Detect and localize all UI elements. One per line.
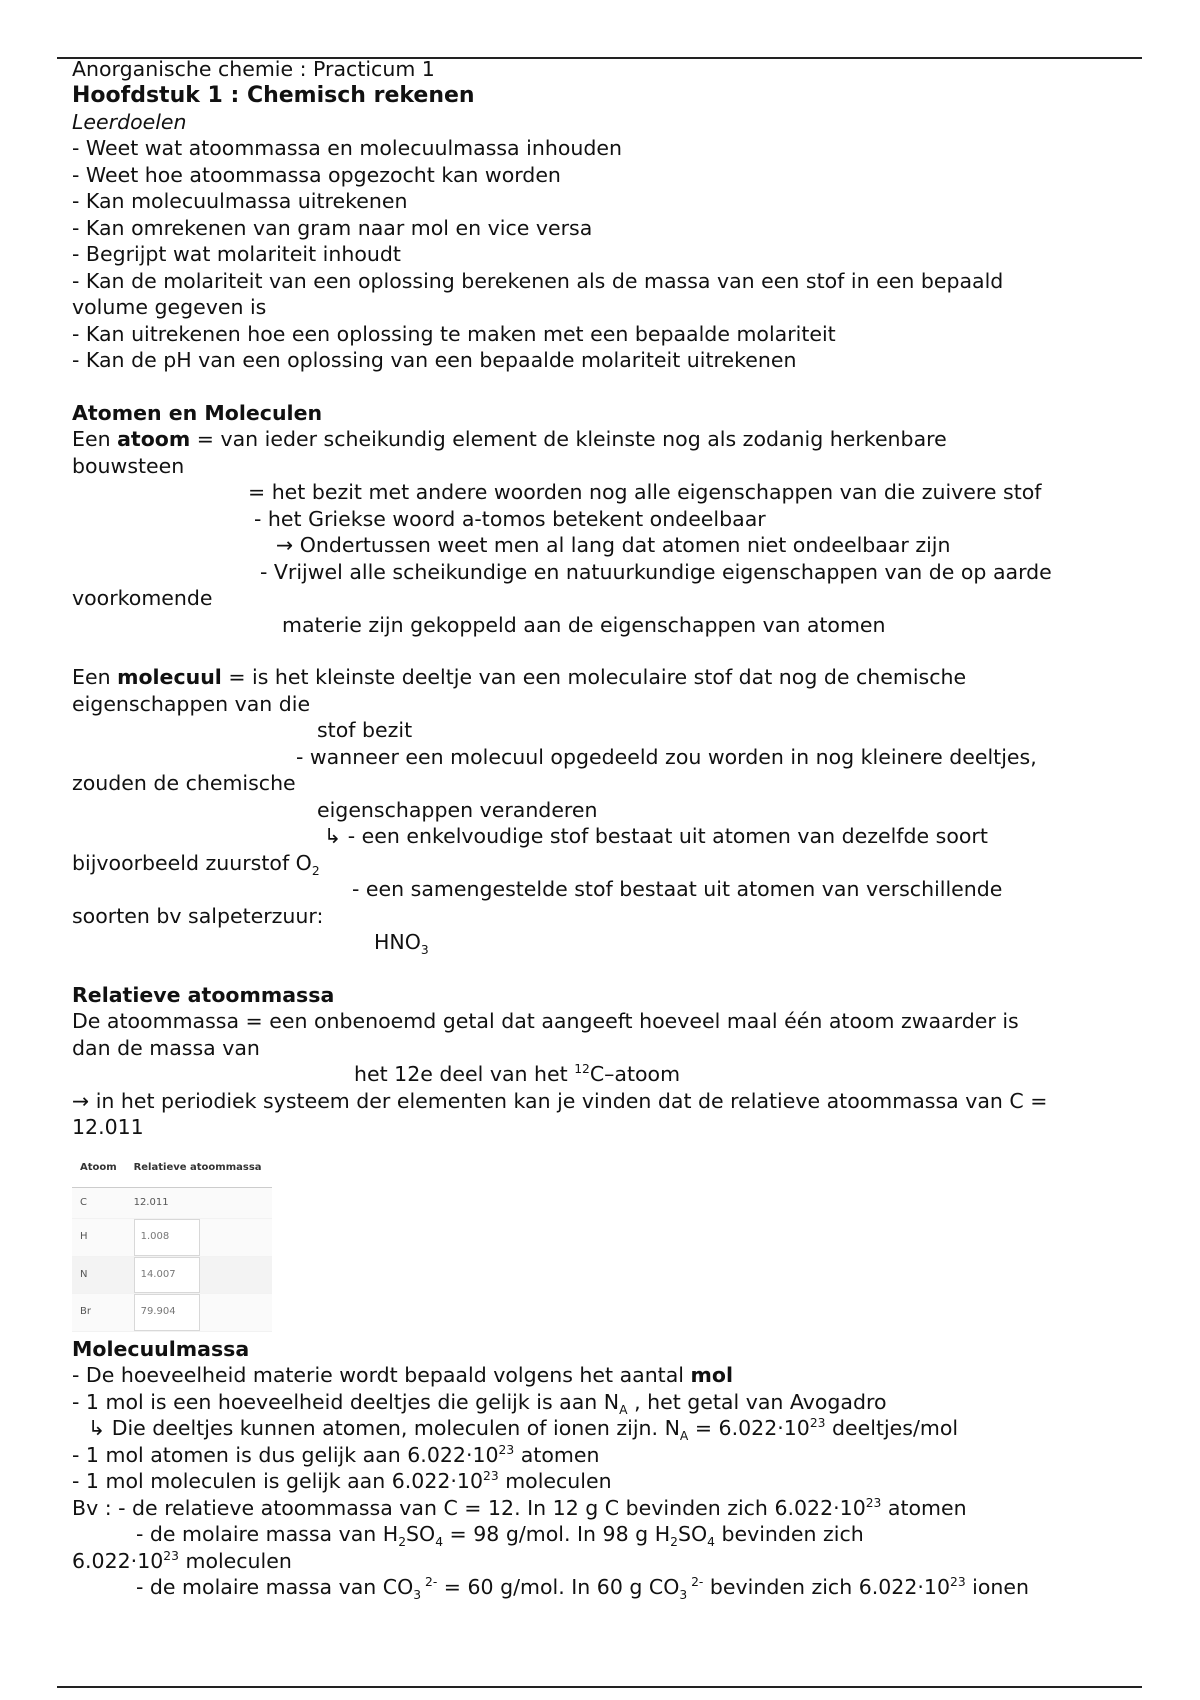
molecule-line: zouden de chemische: [72, 771, 296, 795]
atom-line: = het bezit met andere woorden nog alle eigenschappen van die zuivere stof: [248, 480, 1042, 504]
table-cell: [126, 1294, 272, 1332]
molecule-line: - wanneer een molecuul opgedeeld zou worden in nog kleinere deeltjes,: [296, 744, 1037, 769]
section-molmass-title: Molecuulmassa: [72, 1336, 250, 1361]
molecule-line: stof bezit: [317, 718, 413, 742]
atom-mass-table: [72, 1149, 272, 1332]
molmass-line: - 1 mol moleculen is gelijk aan $6.022\cdot 10^{23}$ moleculen: [72, 1469, 612, 1493]
objective-item: - Kan molecuulmassa uitrekenen: [72, 189, 408, 213]
objective-item: - Begrijpt wat molariteit inhoudt: [72, 242, 401, 266]
molmass-line: ↳ Die deeltjes kunnen atomen, moleculen of ionen zijn. $N_A = 6.022\cdot 10^{23}$ deeltjes/mol: [88, 1416, 959, 1444]
table-header: Atoom: [72, 1149, 126, 1188]
table-cell: C: [72, 1188, 126, 1219]
molecule-line: eigenschappen van die: [72, 691, 311, 716]
molecule-line: ↳ - een enkelvoudige stof bestaat uit atomen van dezelfde soort: [324, 824, 988, 848]
mass-input[interactable]: 14.007: [134, 1257, 200, 1294]
relmass-line: het 12e deel van het $^{12}$C–atoom: [354, 1062, 681, 1086]
table-cell: [126, 1219, 272, 1257]
molecule-line: - een samengestelde stof bestaat uit atomen van verschillende: [352, 877, 1003, 901]
relmass-line: dan de massa van: [72, 1035, 260, 1060]
mass-input[interactable]: 1.008: [134, 1219, 200, 1256]
objective-item: volume gegeven is: [72, 295, 267, 319]
objective-item: - Kan de pH van een oplossing van een bepaalde molariteit uitrekenen: [72, 348, 797, 372]
relmass-line: 12.011: [72, 1115, 144, 1139]
objective-item: - Kan omrekenen van gram naar mol en vice versa: [72, 215, 593, 240]
objective-item: - Weet hoe atoommassa opgezocht kan worden: [72, 162, 561, 187]
relmass-line: De atoommassa = een onbenoemd getal dat aangeeft hoeveel maal één atoom zwaarder is: [72, 1009, 1019, 1033]
objective-item: - Kan uitrekenen hoe een oplossing te maken met een bepaalde molariteit: [72, 321, 836, 346]
table-row: [72, 1219, 272, 1257]
table-row: [72, 1188, 272, 1219]
objective-item: - Kan de molariteit van een oplossing berekenen als de massa van een stof in een bepaald: [72, 268, 1004, 293]
atom-line: materie zijn gekoppeld aan de eigenschappen van atomen: [282, 612, 886, 637]
molmass-line: - de molaire massa van $H_2SO_4 = 98$ g/mol. In 98 g $H_2SO_4$ bevinden zich: [136, 1522, 864, 1550]
atom-def-cont: bouwsteen: [72, 453, 185, 478]
table-row: [72, 1294, 272, 1332]
table-cell: [126, 1256, 272, 1294]
objectives-heading: Leerdoelen: [72, 109, 187, 134]
atom-line: - het Griekse woord a-tomos betekent ondeelbaar: [254, 506, 766, 531]
table-cell: Br: [72, 1294, 126, 1332]
document-body: [72, 56, 1142, 1601]
atom-line: voorkomende: [72, 586, 213, 610]
bottom-rule: [57, 1686, 1142, 1688]
molecule-line: bijvoorbeeld zuurstof $O_2$: [72, 850, 320, 878]
molmass-line: - 1 mol is een hoeveelheid deeltjes die gelijk is aan $N_A$ , het getal van Avogadro: [72, 1389, 887, 1417]
molmass-line: - De hoeveelheid materie wordt bepaald volgens het aantal mol: [72, 1363, 733, 1387]
atom-line: - Vrijwel alle scheikundige en natuurkundige eigenschappen van de op aarde: [260, 559, 1052, 584]
molmass-line: - 1 mol atomen is dus gelijk aan $6.022\cdot 10^{23}$ atomen: [72, 1442, 600, 1467]
molmass-line: Bv : - de relatieve atoommassa van C = 12. In 12 g C bevinden zich $6.022\cdot 10^{23}$ atomen: [72, 1495, 967, 1520]
molmass-line: $6.022\cdot 10^{23}$ moleculen: [72, 1548, 292, 1573]
molecule-line: eigenschappen veranderen: [317, 797, 598, 822]
atom-definition: Een atoom = van ieder scheikundig element de kleinste nog als zodanig herkenbare: [72, 427, 947, 451]
objective-item: - Weet wat atoommassa en molecuulmassa inhouden: [72, 136, 622, 160]
table-cell: H: [72, 1219, 126, 1257]
atom-line: → Ondertussen weet men al lang dat atomen niet ondeelbaar zijn: [276, 533, 951, 557]
table-header: Relatieve atoommassa: [126, 1149, 272, 1188]
table-row: [72, 1256, 272, 1294]
section-atoms-title: Atomen en Moleculen: [72, 400, 323, 425]
chapter-title: Hoofdstuk 1 : Chemisch rekenen: [72, 82, 475, 108]
molecule-line: soorten bv salpeterzuur:: [72, 903, 324, 928]
table-cell: N: [72, 1256, 126, 1294]
molmass-line: - de molaire massa van $CO_3$ $^{2-}$ = 60 g/mol. In 60 g $CO_3$ $^{2-}$ bevinden zich $6.022\cdot 10^{23}$ ionen: [136, 1575, 1030, 1603]
table-cell: 12.011: [126, 1188, 272, 1219]
molecule-formula: $HNO_3$: [374, 930, 429, 958]
course-title: Anorganische chemie : Practicum 1: [72, 57, 435, 81]
molecule-definition: Een molecuul = is het kleinste deeltje van een moleculaire stof dat nog de chemische: [72, 665, 967, 689]
relmass-line: → in het periodiek systeem der elementen kan je vinden dat de relatieve atoommassa van C =: [72, 1088, 1048, 1113]
section-relmass-title: Relatieve atoommassa: [72, 982, 335, 1007]
mass-input[interactable]: 79.904: [134, 1294, 200, 1331]
